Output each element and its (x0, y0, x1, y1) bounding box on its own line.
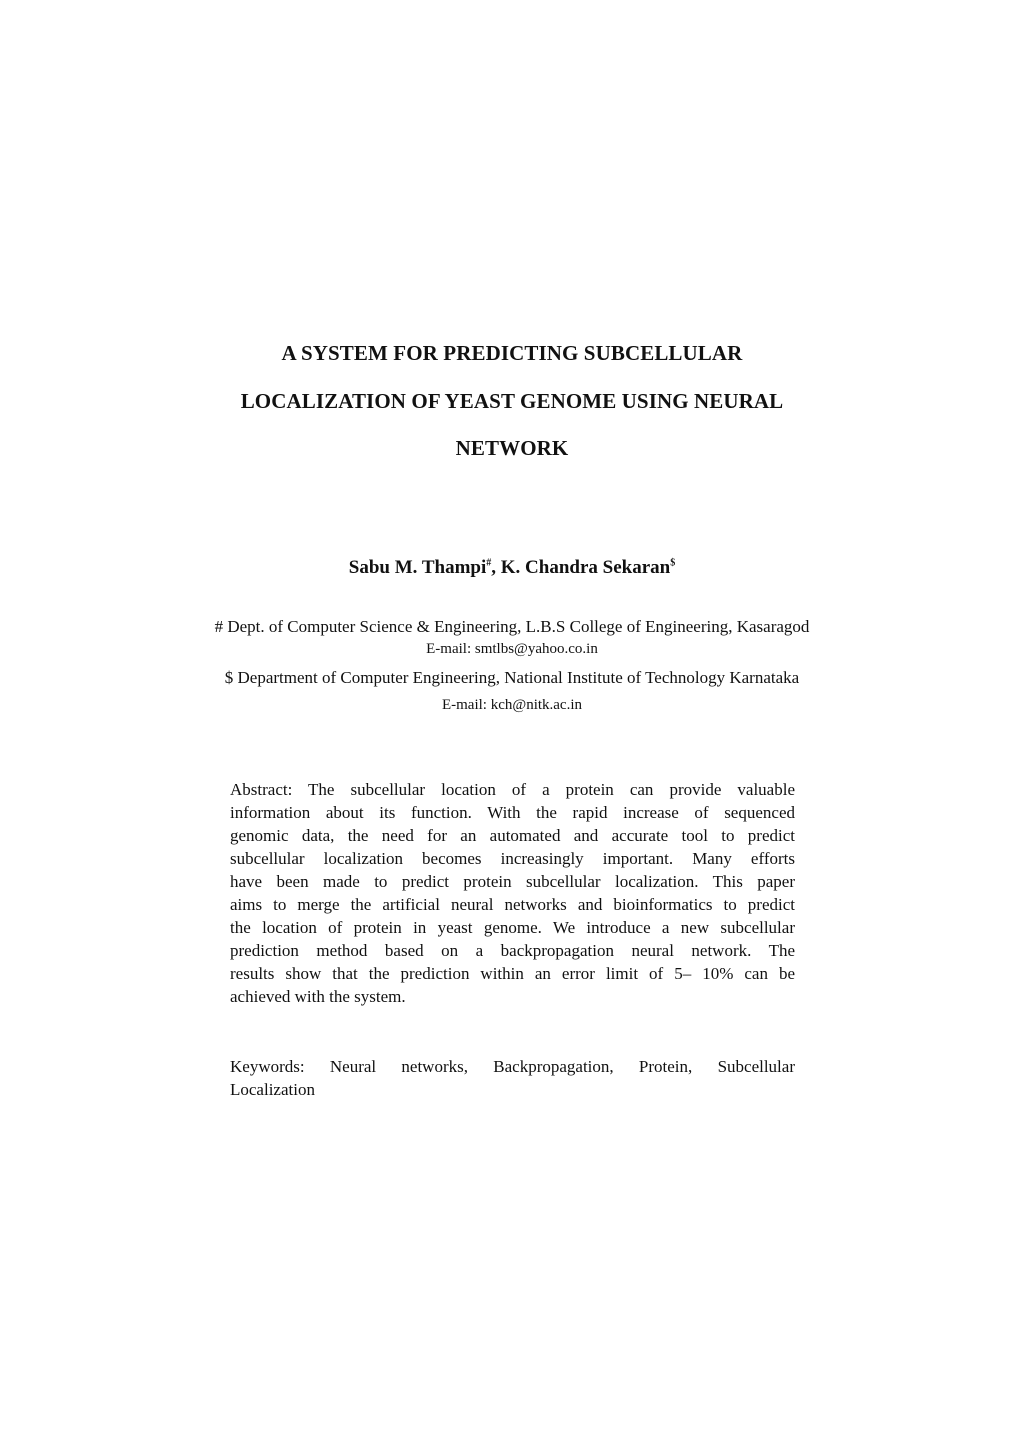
author-list (0, 557, 1024, 579)
title-line-1: A SYSTEM FOR PREDICTING SUBCELLULAR (281, 341, 743, 365)
author-1-name: Sabu M. Thampi (348, 557, 487, 578)
keywords-line: Localization (230, 1080, 315, 1099)
author-1-affiliation-mark: # (486, 557, 492, 569)
title-line-2: LOCALIZATION OF YEAST GENOME USING NEURAL (240, 389, 784, 413)
abstract-line: results show that the prediction within an error limit of 5– 10% can be (230, 964, 795, 983)
abstract-line: prediction method based on a backpropagation neural network. The (230, 941, 795, 960)
affiliation-1: # Dept. of Computer Science & Engineering, L.B.S College of Engineering, Kasaragod (214, 617, 810, 636)
affiliation-2-email: E-mail: kch@nitk.ac.in (441, 697, 583, 713)
title-line-3: NETWORK (455, 436, 569, 460)
keywords-line: Keywords: Neural networks, Backpropagation, Protein, Subcellular (230, 1057, 795, 1076)
abstract-block (230, 778, 795, 1008)
abstract-line: achieved with the system. (230, 987, 406, 1006)
abstract-line: aims to merge the artificial neural networks and bioinformatics to predict (230, 895, 795, 914)
author-2-affiliation-mark: $ (670, 557, 676, 569)
abstract-line: information about its function. With the rapid increase of sequenced (230, 803, 795, 822)
affiliation-2: $ Department of Computer Engineering, National Institute of Technology Karnataka (224, 668, 800, 687)
abstract-line: genomic data, the need for an automated and accurate tool to predict (230, 826, 795, 845)
abstract-line: subcellular localization becomes increasingly important. Many efforts (230, 849, 795, 868)
author-separator: , (491, 557, 501, 578)
abstract-line: the location of protein in yeast genome. We introduce a new subcellular (230, 918, 795, 937)
abstract-line: have been made to predict protein subcellular localization. This paper (230, 872, 795, 891)
keywords-block (230, 1055, 795, 1101)
author-2-name: K. Chandra Sekaran (500, 557, 671, 578)
abstract-line: Abstract: The subcellular location of a protein can provide valuable (230, 780, 795, 799)
affiliation-1-email: E-mail: smtlbs@yahoo.co.in (426, 641, 598, 657)
